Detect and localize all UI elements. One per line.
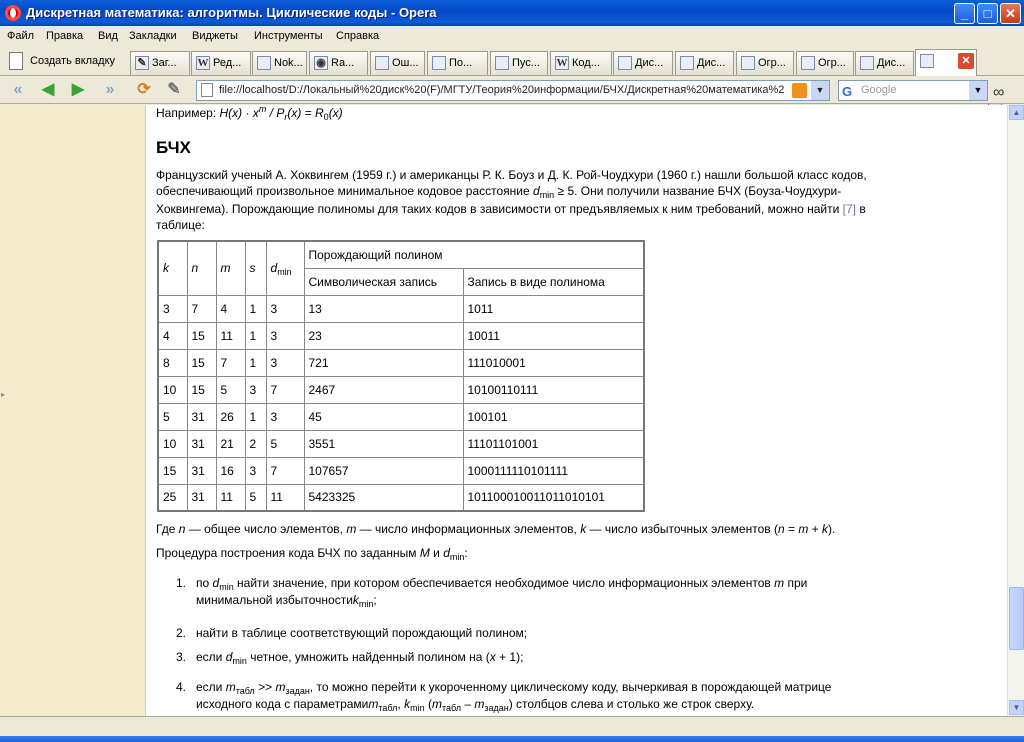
text: ) столбцов слева и столько же строк сверху. [508,697,755,711]
text: ; [373,593,377,607]
table-cell: 11101101001 [463,430,644,457]
header-k: k [158,241,187,295]
text: Процедура построения кода БЧХ по заданным [156,546,420,560]
menu-file[interactable]: Файл [7,30,35,42]
tab-label: Заг... [152,57,177,69]
table-cell: 721 [304,349,463,376]
text: найти в таблице соответствующий порождающий полином; [196,626,528,640]
maximize-button[interactable]: □ [977,3,998,24]
table-cell: 10100110111 [463,376,644,403]
table-cell: 10011 [463,322,644,349]
text: ≥ 5. Они получили название БЧХ (Боуза-Чоудхури- [554,184,842,198]
table-cell: 3551 [304,430,463,457]
page-icon [860,56,874,70]
tab[interactable] [130,51,190,75]
text: n [777,522,785,536]
table-cell: 16 [216,457,245,484]
header-m: m [216,241,245,295]
text [156,183,1001,199]
table-cell: 7 [266,376,304,403]
tab-active[interactable] [915,49,977,76]
table-cell: 15 [187,349,216,376]
text: H(x) · x [219,106,259,120]
procedure-steps [176,576,936,607]
google-icon: G [842,84,853,99]
table-cell: 10 [158,376,187,403]
page-icon [920,54,934,68]
table-row [158,457,644,484]
text: табл [378,703,398,713]
text: (x) = R [287,106,324,120]
table-cell: 15 [158,457,187,484]
text: ( [424,697,432,711]
page-icon [432,56,446,70]
text: : [464,546,468,560]
tab-label: Ra... [331,57,355,69]
minimize-button[interactable]: _ [954,3,975,24]
panel-handle-icon[interactable]: ▸ [1,390,6,399]
page-icon [741,56,755,70]
text: d [270,261,278,276]
wikipedia-icon: W [197,57,209,69]
tab-label: Ош... [392,57,419,69]
url-text: file://localhost/D:/Локальный%20диск%20(F)/МГТУ/Теория%20информации/БЧХ/Дискретная%20математика%2 [219,84,785,96]
table-cell: 45 [304,403,463,430]
table-cell: 10 [158,430,187,457]
text: , [397,697,405,711]
table-cell: 3 [266,322,304,349]
tab[interactable] [309,51,368,75]
table-cell: 3 [266,349,304,376]
header-symbolic: Символическая запись [304,268,463,295]
text: обеспечивающий произвольное минимальное кодовое расстояние [156,184,533,198]
tab[interactable] [796,51,854,75]
text: min [539,190,555,200]
wikipedia-icon: W [556,57,568,69]
page-icon [618,56,632,70]
scrollbar-thumb[interactable] [1009,587,1024,650]
table-cell: 11 [216,322,245,349]
table-cell: 1 [245,322,266,349]
text: 2. [176,626,187,640]
text: m [798,522,809,536]
text: k [580,522,587,536]
table-cell: 101100010011011010101 [463,484,644,511]
tab[interactable] [370,51,425,75]
text: min [232,656,247,666]
text: M [419,546,430,560]
globe-icon: ◉ [314,56,328,70]
table-row [158,376,644,403]
list-item [176,626,936,640]
text: 0 [323,112,329,122]
text: 4. [176,680,187,694]
table-cell: 25 [158,484,187,511]
text: m [774,576,785,590]
text: d [443,546,450,560]
page-viewport [0,105,1007,716]
table-cell: 4 [216,295,245,322]
text: — общее число элементов, [185,522,347,536]
text: если [196,680,226,694]
tab-label: По... [449,57,473,69]
text: + [808,522,823,536]
procedure-steps [176,680,976,711]
table-cell: 1 [245,403,266,430]
text: 1. [176,576,187,590]
tab[interactable] [427,51,488,75]
tab-bar [0,46,1024,76]
text: — число избыточных элементов ( [586,522,778,536]
text: по [196,576,213,590]
menu-help[interactable]: Справка [336,30,380,42]
new-tab-label: Создать вкладку [30,55,116,67]
text: исходного кода с параметрами [196,697,369,711]
table-row [158,484,644,511]
where-paragraph [156,521,1001,537]
text: m [275,680,286,694]
title-bar [0,0,1024,26]
table-cell: 1000111110101111 [463,457,644,484]
chevron-down-icon[interactable]: ▼ [811,81,829,100]
table-cell: 15 [187,376,216,403]
table-cell: 31 [187,403,216,430]
side-panel [0,105,146,716]
tab-label: Дис... [877,57,906,69]
tab[interactable] [675,51,734,75]
text: m [474,697,485,711]
page-icon [201,83,213,97]
table-cell: 21 [216,430,245,457]
header-s: s [245,241,266,295]
tab-label: Дис... [635,57,664,69]
table-cell: 13 [304,295,463,322]
table-cell: 2467 [304,376,463,403]
address-toolbar [0,76,1024,104]
table-cell: 31 [187,457,216,484]
table-cell: 31 [187,484,216,511]
text: минимальной избыточности [196,593,353,607]
table-cell: 7 [187,295,216,322]
text: / P [266,106,285,120]
table-cell: 3 [245,457,266,484]
text: m [368,697,379,711]
menu-widgets[interactable]: Виджеты [192,30,238,42]
text: d [212,576,220,590]
tab-label: Код... [572,57,600,69]
table-header-row [158,241,644,268]
text: m [258,105,267,114]
text: >> [254,680,276,694]
tab[interactable] [736,51,794,75]
table-cell: 3 [245,376,266,403]
header-polynomial-form: Запись в виде полинома [463,268,644,295]
table-cell: 2 [245,430,266,457]
table-cell: 1 [245,349,266,376]
list-item [176,650,936,664]
chevron-down-icon[interactable]: ▼ [969,81,987,100]
vertical-scrollbar[interactable] [1007,105,1024,716]
table-cell: 1011 [463,295,644,322]
text: задан [285,686,310,696]
new-tab-button[interactable] [4,49,115,73]
text: = [784,522,799,536]
menu-bar [0,26,1024,46]
text: при [784,576,808,590]
table-row [158,322,644,349]
reference-link[interactable]: [7] [842,202,856,216]
glasses-icon[interactable]: ∞ [993,84,1005,101]
table-cell: 11 [266,484,304,511]
table-cell: 8 [158,349,187,376]
window-title: Дискретная математика: алгоритмы. Циклические коды - Opera [26,5,437,20]
formula-line [156,105,1001,121]
bch-table [157,240,645,512]
table-cell: 5 [216,376,245,403]
table-cell: 4 [158,322,187,349]
tab-label: Пус... [512,57,540,69]
list-item [176,576,936,607]
table-cell: 3 [266,295,304,322]
menu-edit[interactable]: Правка [46,30,84,42]
text: (x) [328,106,343,120]
table-cell: 31 [187,430,216,457]
text: x [489,650,496,664]
text: k [352,593,359,607]
opera-logo-icon [5,5,21,21]
table-cell: 5 [245,484,266,511]
text: Например: [156,106,220,120]
fast-forward-icon[interactable]: » [105,81,115,98]
section-heading: БЧХ [156,138,191,157]
table-cell: 23 [304,322,463,349]
list-item [176,680,976,711]
table-row [158,430,644,457]
text: d [225,650,233,664]
text: m [346,522,357,536]
text: d [533,184,540,198]
text: в [856,202,866,216]
tab[interactable] [550,51,612,75]
text: четное, умножить найденный полином на ( [246,650,490,664]
tab[interactable] [855,51,914,75]
edit-icon[interactable]: ✎ [167,81,181,98]
text: найти значение, при котором обеспечивается необходимое число информационных элементов [233,576,775,590]
table-cell: 5423325 [304,484,463,511]
table-cell: 1 [245,295,266,322]
search-input[interactable] [838,80,988,101]
search-placeholder: Google [861,84,897,96]
tab[interactable] [613,51,673,75]
text: — число информационных элементов, [356,522,581,536]
header-n: n [187,241,216,295]
page-icon [801,56,815,70]
table-row [158,295,644,322]
tab-label: Огр... [758,57,786,69]
back-icon[interactable]: ◀ [41,81,55,98]
text: min [358,599,374,609]
table-cell: 111010001 [463,349,644,376]
table-cell: 3 [266,403,304,430]
table-cell: 107657 [304,457,463,484]
rss-icon[interactable] [792,83,807,98]
menu-tools[interactable]: Инструменты [254,30,323,42]
page-icon [680,56,694,70]
text: r [284,112,288,122]
text [156,201,1001,217]
rewind-icon[interactable]: « [13,81,23,98]
reload-icon[interactable]: ⟳ [137,81,151,98]
text: Французский ученый А. Хоквингем (1959 г.) и американцы Р. К. Боуз и Д. К. Рой-Чоудхури (1960 г.) нашли большой класс кодов, [156,168,867,182]
menu-bookmarks[interactable]: Закладки [129,30,177,42]
scroll-down-icon[interactable]: ▼ [1009,700,1024,715]
procedure-paragraph [156,545,1001,561]
text: min [277,267,292,278]
page-icon [495,56,509,70]
tab[interactable] [490,51,548,75]
page-icon [375,56,389,70]
taskbar [0,736,1024,742]
text: если [196,650,226,664]
tab[interactable] [191,51,251,75]
new-tab-icon [9,52,23,70]
text: k [404,697,411,711]
text: табл [235,686,255,696]
forward-icon[interactable]: ▶ [71,81,85,98]
header-dmin [266,241,304,295]
table-cell: 3 [158,295,187,322]
text: и [429,546,444,560]
table-cell: 26 [216,403,245,430]
menu-view[interactable]: Вид [98,30,118,42]
scroll-up-icon[interactable]: ▲ [1009,105,1024,120]
tab-label: Nok... [274,57,303,69]
address-input[interactable] [196,80,830,101]
text: ). [828,522,836,536]
table-cell: 5 [158,403,187,430]
text: задан [484,703,509,713]
text: m [431,697,442,711]
intro-paragraph [156,167,1001,233]
text: min [219,582,234,592]
text: , то можно перейти к укороченному циклическому коду, вычеркивая в порождающей матрице [309,680,832,694]
tab-label: Огр... [818,57,846,69]
tab[interactable] [252,51,307,75]
text: Где [156,522,179,536]
procedure-steps [176,626,936,640]
table-cell: 5 [266,430,304,457]
text: n [178,522,186,536]
text: min [449,552,465,562]
table-cell: 100101 [463,403,644,430]
table-cell: 7 [266,457,304,484]
text: Хоквингема). Порождающие полиномы для таких кодов в зависимости от предъявляемых к ним требований, можно найти [156,202,843,216]
tab-close-icon[interactable]: ✕ [958,53,974,69]
table-cell: 7 [216,349,245,376]
wrench-icon: ✎ [135,56,149,70]
text: – [460,697,475,711]
text: + 1); [495,650,524,664]
text: табл [441,703,461,713]
table-row [158,403,644,430]
text: min [410,703,425,713]
table-cell: 15 [187,322,216,349]
text: 3. [176,650,187,664]
tab-label: Дис... [697,57,726,69]
close-button[interactable]: ✕ [1000,3,1021,24]
text: m [225,680,236,694]
table-row [158,349,644,376]
page-icon [257,56,271,70]
text: таблице: [156,218,205,232]
table-cell: 11 [216,484,245,511]
text: k [822,522,829,536]
tab-label: Ред... [213,57,242,69]
procedure-steps [176,650,936,664]
header-polynomial: Порождающий полином [304,241,644,268]
